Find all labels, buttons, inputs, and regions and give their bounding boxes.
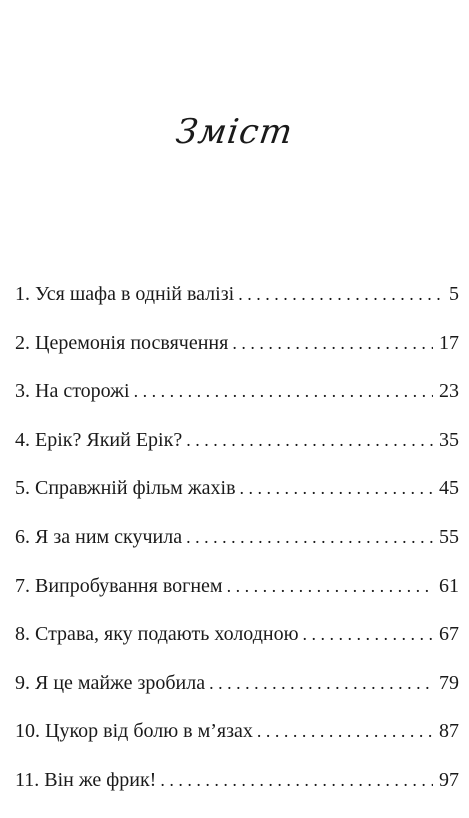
- toc-entry-title: 2. Церемонія посвячення: [15, 331, 229, 354]
- toc-entry: [15, 283, 459, 332]
- toc-entry-title: 7. Випробування вогнем: [15, 574, 223, 597]
- toc-leader-dots: [240, 478, 433, 499]
- toc-entry-page: 87: [439, 720, 459, 743]
- toc-entry: [15, 769, 459, 818]
- toc-entry-title: 5. Справжній фільм жахів: [15, 477, 236, 500]
- toc-entry: [15, 380, 459, 429]
- toc-entry-title: 10. Цукор від болю в м’язах: [15, 720, 253, 743]
- toc-entry: [15, 672, 459, 721]
- toc-entry-title: 9. Я це майже зробила: [15, 671, 206, 694]
- table-of-contents: [15, 283, 459, 818]
- toc-leader-dots: [257, 721, 433, 742]
- toc-entry-page: 79: [439, 671, 459, 694]
- toc-entry: [15, 332, 459, 381]
- toc-entry-page: 35: [439, 428, 459, 451]
- toc-leader-dots: [227, 576, 433, 597]
- toc-entry-title: 8. Страва, яку подають холодною: [15, 623, 299, 646]
- toc-leader-dots: [186, 430, 433, 451]
- toc-entry: [15, 720, 459, 769]
- toc-entry-title: 3. На сторожі: [15, 380, 130, 403]
- page-title: Зміст: [173, 112, 296, 152]
- toc-entry-title: 4. Ерік? Який Ерік?: [15, 428, 183, 451]
- toc-entry: [15, 526, 459, 575]
- toc-leader-dots: [209, 673, 433, 694]
- toc-leader-dots: [160, 770, 433, 791]
- toc-entry: [15, 575, 459, 624]
- toc-leader-dots: [232, 333, 433, 354]
- toc-leader-dots: [134, 381, 433, 402]
- toc-entry-page: 17: [439, 331, 459, 354]
- toc-entry-page: 5: [449, 283, 459, 305]
- toc-entry-page: 61: [439, 574, 459, 597]
- toc-leader-dots: [303, 624, 433, 645]
- toc-entry-page: 23: [439, 380, 459, 403]
- toc-leader-dots: [238, 284, 443, 305]
- toc-entry-page: 97: [439, 768, 459, 791]
- toc-entry-title: 11. Він же фрик!: [15, 768, 157, 791]
- toc-entry: [15, 477, 459, 526]
- toc-entry-page: 67: [439, 623, 459, 646]
- toc-entry-page: 55: [439, 525, 459, 548]
- toc-leader-dots: [186, 527, 433, 548]
- toc-entry: [15, 429, 459, 478]
- toc-entry-title: 6. Я за ним скучила: [15, 525, 183, 548]
- toc-entry-title: 1. Уся шафа в одній валізі: [15, 283, 235, 305]
- toc-entry-page: 45: [439, 477, 459, 500]
- toc-entry: [15, 623, 459, 672]
